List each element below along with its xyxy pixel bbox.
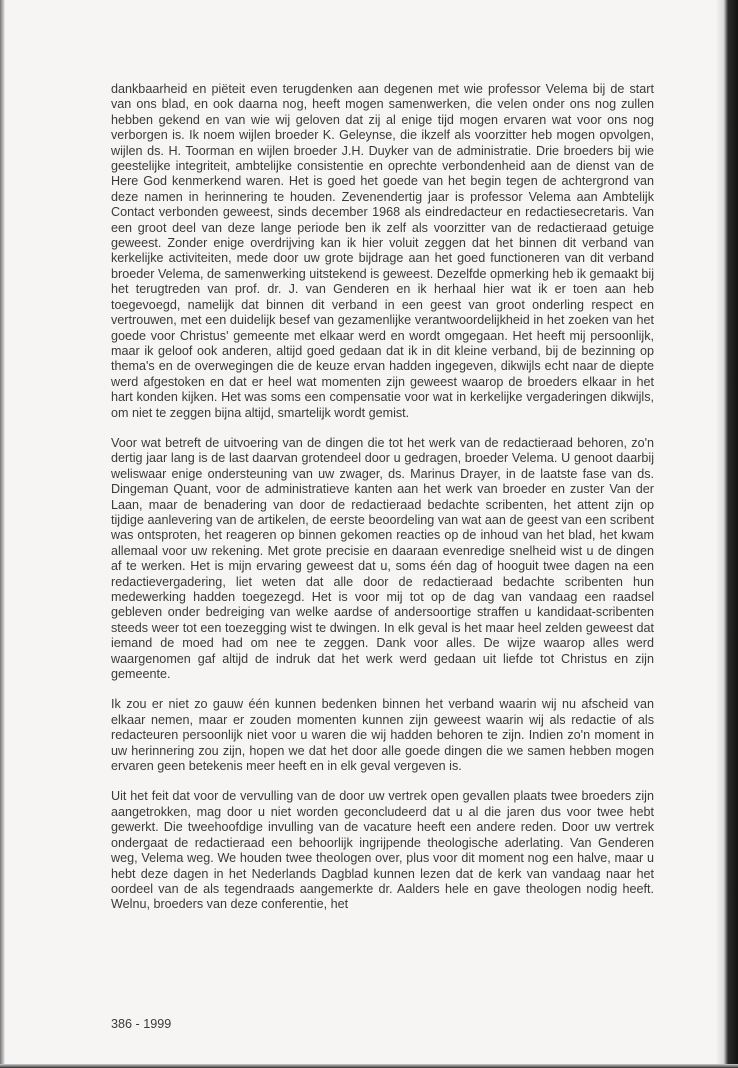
scan-bottom-edge	[0, 1064, 738, 1068]
scan-right-edge	[716, 0, 738, 1068]
paragraph-4: Uit het feit dat voor de vervulling van de door uw vertrek open gevallen plaats twee broeders zijn aangetrokken, mag door u niet worden geconcludeerd dat u al die jaren dus voor twee hebt gewerkt. Die tweehoofdige invulling van de vacature heeft een andere reden. Door uw vertrek ondergaat de redactieraad een behoorlijk ingrijpende theologische aderlating. Van Genderen weg, Velema weg. We houden twee theologen over, plus voor dit moment nog een halve, maar u hebt deze dagen in het Nederlands Dagblad kunnen lezen dat de kerk van vandaag naar het oordeel van de als tegendraads aangemerkte dr. Aalders hele en gave theologen nodig heeft. Welnu, broeders van deze conferentie, het	[111, 789, 654, 912]
paragraph-1: dankbaarheid en piëteit even terugdenken aan degenen met wie professor Velema bij de start van ons blad, en ook daarna nog, heeft mogen samenwerken, die velen onder ons nog zullen hebben gekend en van wie wij geloven dat zij al enige tijd mogen ervaren wat voor ons nog verborgen is. Ik noem wijlen broeder K. Geleynse, die ikzelf als voorzitter heb mogen opvolgen, wijlen ds. H. Toorman en wijlen broeder J.H. Duyker van de administratie. Drie broeders bij wie geestelijke integriteit, ambtelijke consistentie en oprechte verbondenheid aan de dienst van de Here God kenmerkend waren. Het is goed het goede van het begin tegen de achtergrond van deze namen in herinnering te houden. Zevenendertig jaar is professor Velema aan Ambtelijk Contact verbonden geweest, sinds december 1968 als eindredacteur en redactiesecretaris. Van een groot deel van deze lange periode ben ik zelf als voorzitter van de redactieraad getuige geweest. Zonder enige overdrijving kan ik hier voluit zeggen dat het binnen dit verband van kerkelijke activiteiten, mede door uw grote bijdrage aan het goed functioneren van dit verband broeder Velema, de samenwerking uitstekend is geweest. Dezelfde opmerking heb ik gemaakt bij het terugtreden van prof. dr. J. van Genderen en ik herhaal hier wat ik er toen aan heb toegevoegd, namelijk dat binnen dit verband in een geest van groot onderling respect en vertrouwen, met een duidelijk besef van gezamenlijke verantwoordelijkheid in het zoeken van het goede voor Christus' gemeente met elkaar werd en wordt omgegaan. Het heeft mij persoonlijk, maar ik geloof ook anderen, altijd goed gedaan dat ik in dit kleine verband, bij de bezinning op thema's en de overwegingen die de keuze ervan hadden ingegeven, dikwijls echt naar de diepte werd afgestoken en dat er heel wat momenten zijn geweest waarop de broeders elkaar in het hart konden kijken. Het was soms een compensatie voor wat in kerkelijke vergaderingen dikwijls, om niet te zeggen bijna altijd, smartelijk wordt gemist.	[111, 82, 654, 420]
article-body	[111, 82, 654, 928]
paragraph-2: Voor wat betreft de uitvoering van de dingen die tot het werk van de redactieraad behoren, zo'n dertig jaar lang is de last daarvan grotendeel door u gedragen, broeder Velema. U genoot daarbij weliswaar enige ondersteuning van uw zwager, ds. Marinus Drayer, in de laatste fase van ds. Dingeman Quant, voor de administratieve kanten aan het werk van broeder en zuster Van der Laan, maar de benadering van door de redactieraad bedachte scribenten, het attent zijn op tijdige aanlevering van de artikelen, de eerste beoordeling van wat aan de geest van een scribent was ontsproten, het reageren op binnen gekomen reacties op de inhoud van het blad, het kwam allemaal voor uw rekening. Met grote precisie en daaraan evenredige snelheid wist u de dingen af te werken. Het is mijn ervaring geweest dat u, soms één dag of hooguit twee dagen na een redactievergadering, liet weten dat alle door de redactieraad bedachte scribenten hun medewerking hadden toegezegd. Het is voor mij tot op de dag van vandaag een raadsel gebleven onder bedreiging van welke aardse of andersoortige straffen u kandidaat-scribenten steeds weer tot een toezegging wist te dwingen. In elk geval is het maar heel zelden geweest dat iemand de moed had om nee te zeggen. Dank voor alles. De wijze waarop alles werd waargenomen gaf altijd de indruk dat het werk werd gedaan uit liefde tot Christus en zijn gemeente.	[111, 435, 654, 682]
scan-left-edge	[0, 0, 5, 1068]
paragraph-3: Ik zou er niet zo gauw één kunnen bedenken binnen het verband waarin wij nu afscheid van elkaar nemen, maar er zouden momenten kunnen zijn geweest waarin wij als redactie of als redacteuren persoonlijk niet voor u waren die wij hadden behoren te zijn. Indien zo'n moment in uw herinnering zou zijn, hopen we dat het door alle goede dingen die we samen hebben mogen ervaren geen betekenis meer heeft en in elk geval vergeven is.	[111, 697, 654, 774]
page-number: 386 - 1999	[111, 1017, 172, 1031]
